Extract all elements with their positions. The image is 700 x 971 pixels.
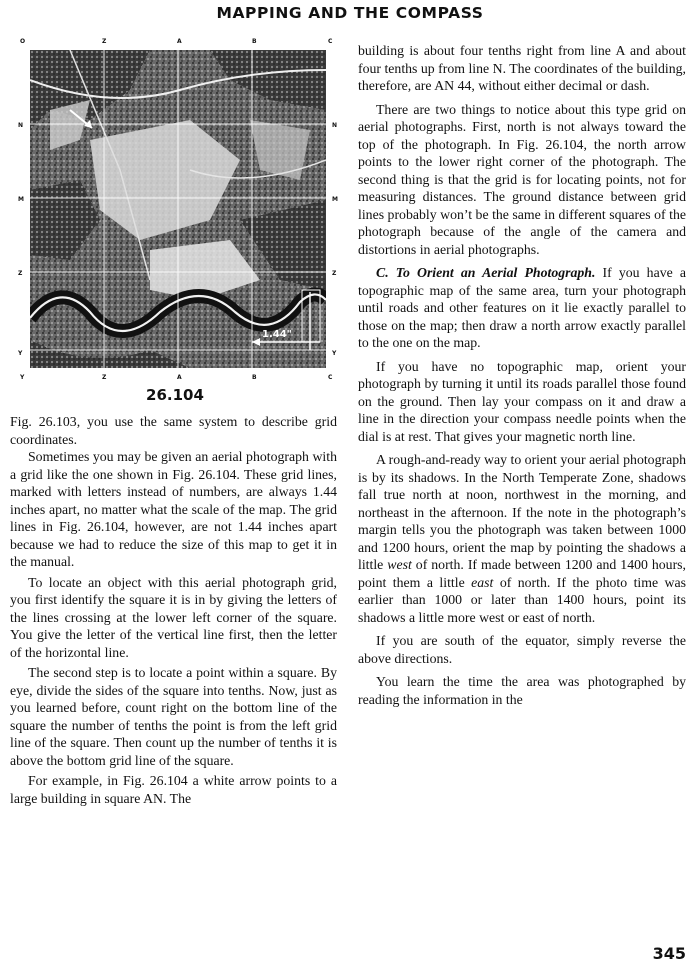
paragraph: Fig. 26.103, you use the same system to describe grid coordinates. <box>10 414 337 447</box>
right-column <box>358 42 686 708</box>
paragraph: building is about four tenths right from line A and about four tenths up from line N. The coordinates of the building, therefore, are AN 44, without either decimal or dash. <box>358 43 686 93</box>
grid-letter: O <box>20 38 26 45</box>
grid-letter: B <box>252 38 257 45</box>
grid-letter: Z <box>102 374 107 381</box>
grid-letter: A <box>177 38 182 45</box>
paragraph-text: A rough-and-ready way to orient your aerial photograph is by its shadows. In the North Temperate Zone, shadows fall true north at noon, northwest in the morning, and northeast in the afternoon. If the note in the photograph’s margin tells you the photograph was taken between 1000 and 1200 hours, orient the map by pointing the shadows a little <box>358 452 686 572</box>
grid-letter: C <box>328 38 333 45</box>
grid-letter: N <box>332 122 338 129</box>
grid-letter: M <box>18 196 24 203</box>
figure-26-104 <box>14 38 344 383</box>
paragraph: If you are south of the equator, simply reverse the above directions. <box>358 633 686 666</box>
aerial-photograph <box>30 50 326 368</box>
paragraph: If you have no topographic map, orient your photograph by turning it until its roads parallel those found on the ground. Then lay your compass on it and draw a line in the direction your compass needle points when the dial is at rest. That gives your magnetic north line. <box>358 358 686 444</box>
emphasis: east <box>471 574 494 590</box>
grid-letter: Z <box>102 38 107 45</box>
grid-letter: B <box>252 374 257 381</box>
paragraph-text: If you have a topographic map of the same area, turn your photograph until roads and other features on it lie exactly parallel to those on the map; then draw a north arrow exactly parallel to the one on the map. <box>358 265 686 350</box>
emphasis: west <box>387 557 412 572</box>
paragraph: For example, in Fig. 26.104 a white arrow points to a large building in square AN. The <box>10 773 337 806</box>
dimension-label: 1.44" <box>262 329 292 340</box>
section-heading: C. To Orient an Aerial Photograph. <box>376 265 596 280</box>
page-number: 345 <box>652 944 686 963</box>
left-column <box>10 413 337 807</box>
grid-letter: A <box>177 374 182 381</box>
paragraph: You learn the time the area was photographed by reading the information in the <box>358 674 686 707</box>
figure-caption: 26.104 <box>146 386 204 404</box>
paragraph: Sometimes you may be given an aerial photograph with a grid like the one shown in Fig. 26.104. These grid lines, marked with letters instead of numbers, are always 1.44 inches apart, no matter what the scale of the map. The grid lines in Fig. 26.104, however, are not 1.44 inches apart because we had to reduce the size of this map to get it in the manual. <box>10 449 337 569</box>
paragraph: To locate an object with this aerial photograph grid, you first identify the square it is in by giving the letters of the lines crossing at the lower left corner of the square. You give the letter of the vertical line first, then the letter of the horizontal line. <box>10 574 337 660</box>
grid-letter: Z <box>332 270 337 277</box>
grid-letter: Z <box>18 270 23 277</box>
grid-letter: C <box>328 374 333 381</box>
paragraph: The second step is to locate a point within a square. By eye, divide the sides of the square into tenths. Now, just as you learned before, count right on the bottom line of the square the number of tenths the point is from the left grid line of the square. Then count up the number of tenths it is above the bottom grid line of the square. <box>10 665 337 768</box>
paragraph-text: of north. If the photo time was earlier than 1000 or later than 1400 hours, point its shadows a little more west or east of north. <box>358 574 686 625</box>
paragraph: There are two things to notice about this type grid on aerial photographs. First, north is not always toward the top of the photograph. In Fig. 26.104, the north arrow points to the lower right corner of the photograph. The second thing is that the grid is for locating points, not for measuring distances. The ground distance between grid lines probably won’t be the same in different squares of the photograph because of the angle of the camera and distortions in aerial photographs. <box>358 101 686 257</box>
aerial-photo-drawing <box>30 50 326 368</box>
section-paragraph <box>358 264 686 352</box>
paragraph <box>358 451 686 626</box>
grid-letter: Y <box>332 350 337 357</box>
grid-letter: Y <box>20 374 25 381</box>
grid-letter: N <box>18 122 24 129</box>
grid-letter: M <box>332 196 338 203</box>
running-header: MAPPING AND THE COMPASS <box>216 4 484 22</box>
figure-area <box>0 28 350 408</box>
paragraph-text: of north. If made between 1200 and 1400 hours, point them a little <box>358 557 686 590</box>
grid-letter: Y <box>18 350 23 357</box>
